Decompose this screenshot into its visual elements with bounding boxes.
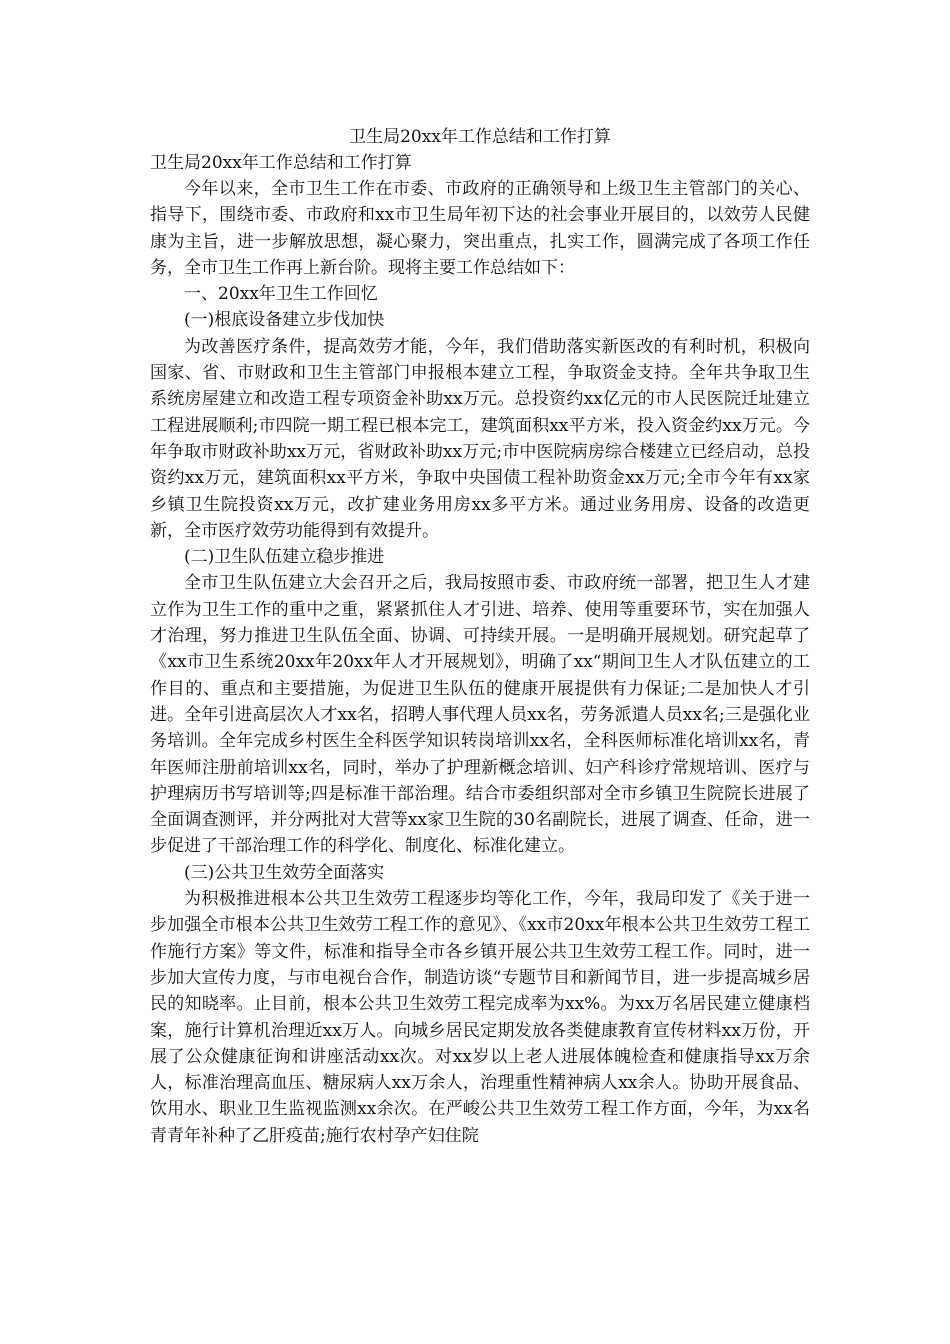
sub1-paragraph: 为改善医疗条件，提高效劳才能，今年，我们借助落实新医改的有利时机，积极向国家、省、市财政和卫生主管部门申报根本建立工程，争取资金支持。全年共争取卫生系统房屋建立和改造工程专项资金补助xx万元。总投资约xx亿元的市人民医院迁址建立工程进展顺利;市四院一期工程已根本完工，建筑面积xx平方米，投入资金约xx万元。今年争取市财政补助xx万元，省财政补助xx万元;市中医院病房综合楼建立已经启动，总投资约xx万元，建筑面积xx平方米，争取中央国债工程补助资金xx万元;全市今年有xx家乡镇卫生院投资xx万元，改扩建业务用房xx多平方米。通过业务用房、设备的改造更新，全市医疗效劳功能得到有效提升。 [150,336,810,541]
sub3-paragraph: 为积极推进根本公共卫生效劳工程逐步均等化工作，今年，我局印发了《关于进一步加强全市根本公共卫生效劳工程工作的意见》、《xx市20xx年根本公共卫生效劳工程工作施行方案》等文件，标准和指导全市各乡镇开展公共卫生效劳工程工作。同时，进一步加大宣传力度，与市电视台合作，制造访谈“专题节目和新闻节目，进一步提高城乡居民的知晓率。止目前，根本公共卫生效劳工程完成率为xx%。为xx万名居民建立健康档案，施行计算机治理近xx万人。向城乡居民定期发放各类健康教育宣传材料xx万份，开展了公众健康征询和讲座活动xx次。对xx岁以上老人进展体魄检查和健康指导xx万余人，标准治理高血压、糖尿病人xx万余人，治理重性精神病人xx余人。协助开展食品、饮用水、职业卫生监视监测xx余次。在严峻公共卫生效劳工程工作方面，今年，为xx名青青年补种了乙肝疫苗;施行农村孕产妇住院 [150,889,810,1146]
document-title: 卫生局20xx年工作总结和工作打算 [349,127,611,147]
section1-heading: 一、20xx年卫生工作回忆 [184,284,378,305]
sub2-paragraph: 全市卫生队伍建立大会召开之后，我局按照市委、市政府统一部署，把卫生人才建立作为卫生工作的重中之重，紧紧抓住人才引进、培养、使用等重要环节，实在加强人才治理，努力推进卫生队伍全面、协调、可持续开展。一是明确开展规划。研究起草了《xx市卫生系统20xx年20xx年人才开展规划》，明确了xx“期间卫生人才队伍建立的工作目的、重点和主要措施，为促进卫生队伍的健康开展提供有力保证;二是加快人才引进。全年引进高层次人才xx名，招聘人事代理人员xx名，劳务派遣人员xx名;三是强化业务培训。全年完成乡村医生全科医学知识转岗培训xx名，全科医师标准化培训xx名，青年医师注册前培训xx名，同时，举办了护理新概念培训、妇产科诊疗常规培训、医疗与护理病历书写培训等;四是标准干部治理。结合市委组织部对全市乡镇卫生院院长进展了全面调查测评，并分两批对大营等xx家卫生院的30名副院长，进展了调查、任命，进一步促进了干部治理工作的科学化、制度化、标准化建立。 [150,573,810,857]
intro-paragraph: 今年以来，全市卫生工作在市委、市政府的正确领导和上级卫生主管部门的关心、指导下，围绕市委、市政府和xx市卫生局年初下达的社会事业开展目的，以效劳人民健康为主旨，进一步解放思想，凝心聚力，突出重点，扎实工作，圆满完成了各项工作任务，全市卫生工作再上新台阶。现将主要工作总结如下： [150,179,810,278]
document-subtitle: 卫生局20xx年工作总结和工作打算 [150,153,412,173]
document-page [150,124,810,1149]
sub1-heading: (一)根底设备建立步伐加快 [184,310,385,331]
sub3-heading: (三)公共卫生效劳全面落实 [184,862,385,883]
sub2-heading: (二)卫生队伍建立稳步推进 [184,547,385,568]
